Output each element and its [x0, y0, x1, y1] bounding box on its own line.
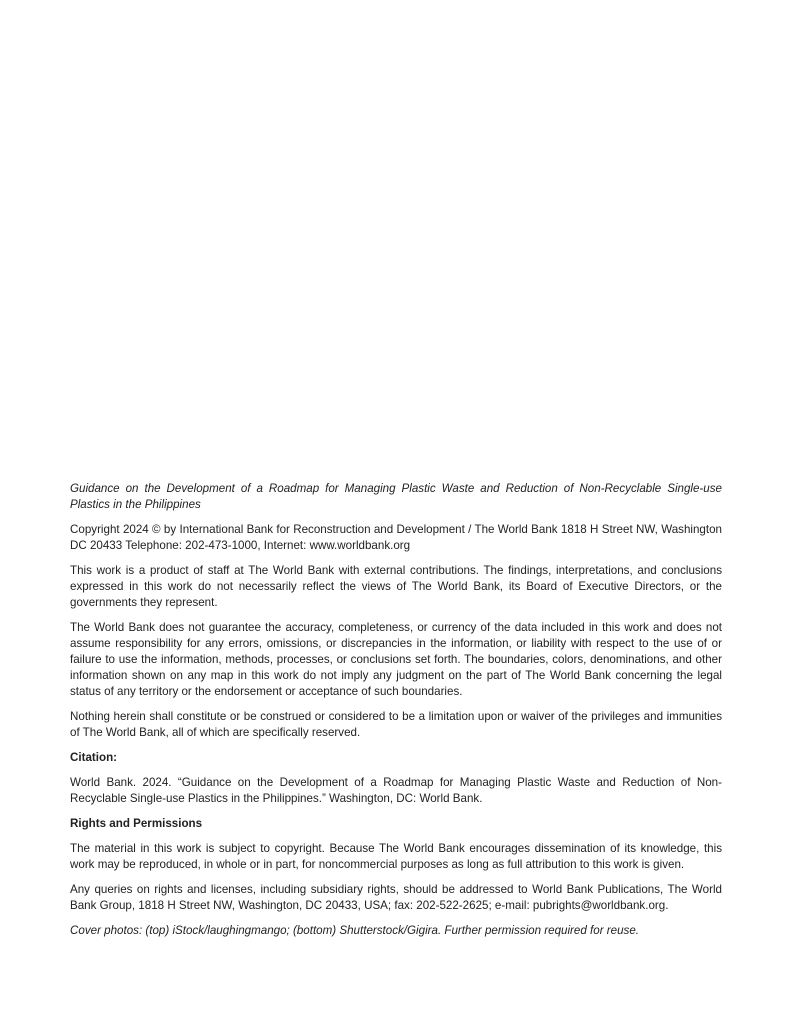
citation-heading: Citation: — [70, 751, 118, 764]
copyright-notice: Copyright 2024 © by International Bank for Reconstruction and Development / The World Bank 1818 H Street NW, Washington DC 20433 Telephone: 202-473-1000, Internet: www.worldbank.org — [70, 523, 722, 552]
citation-text: World Bank. 2024. “Guidance on the Development of a Roadmap for Managing Plastic Waste and Reduction of Non-Recyclable Single-use Plastics in the Philippines.” Washington, DC: World Bank. — [70, 776, 722, 805]
disclaimer-paragraph-immunities: Nothing herein shall constitute or be construed or considered to be a limitation upon or waiver of the privileges and immunities of The World Bank, all of which are specifically reserved. — [70, 710, 722, 739]
copyright-page-content — [70, 481, 722, 948]
rights-paragraph-copyright: The material in this work is subject to copyright. Because The World Bank encourages dissemination of its knowledge, this work may be reproduced, in whole or in part, for noncommercial purposes as long as full attribution to this work is given. — [70, 842, 722, 871]
rights-heading: Rights and Permissions — [70, 817, 203, 830]
cover-photos-credit: Cover photos: (top) iStock/laughingmango; (bottom) Shutterstock/Gigira. Further permission required for reuse. — [70, 924, 639, 937]
document-title: Guidance on the Development of a Roadmap for Managing Plastic Waste and Reduction of Non-Recyclable Single-use Plastics in the Philippines — [70, 482, 722, 511]
disclaimer-paragraph-accuracy: The World Bank does not guarantee the accuracy, completeness, or currency of the data included in this work and does not assume responsibility for any errors, omissions, or discrepancies in the information, or liability with respect to the use of or failure to use the information, methods, processes, or conclusions set forth. The boundaries, colors, denominations, and other information shown on any map in this work do not imply any judgment on the part of The World Bank concerning the legal status of any territory or the endorsement or acceptance of such boundaries. — [70, 621, 722, 698]
disclaimer-paragraph-staff: This work is a product of staff at The World Bank with external contributions. The findings, interpretations, and conclusions expressed in this work do not necessarily reflect the views of The World Bank, its Board of Executive Directors, or the governments they represent. — [70, 564, 722, 609]
rights-paragraph-queries: Any queries on rights and licenses, including subsidiary rights, should be addressed to World Bank Publications, The World Bank Group, 1818 H Street NW, Washington, DC 20433, USA; fax: 202-522-2625; e-mail: pubrights@worldbank.org. — [70, 883, 722, 912]
